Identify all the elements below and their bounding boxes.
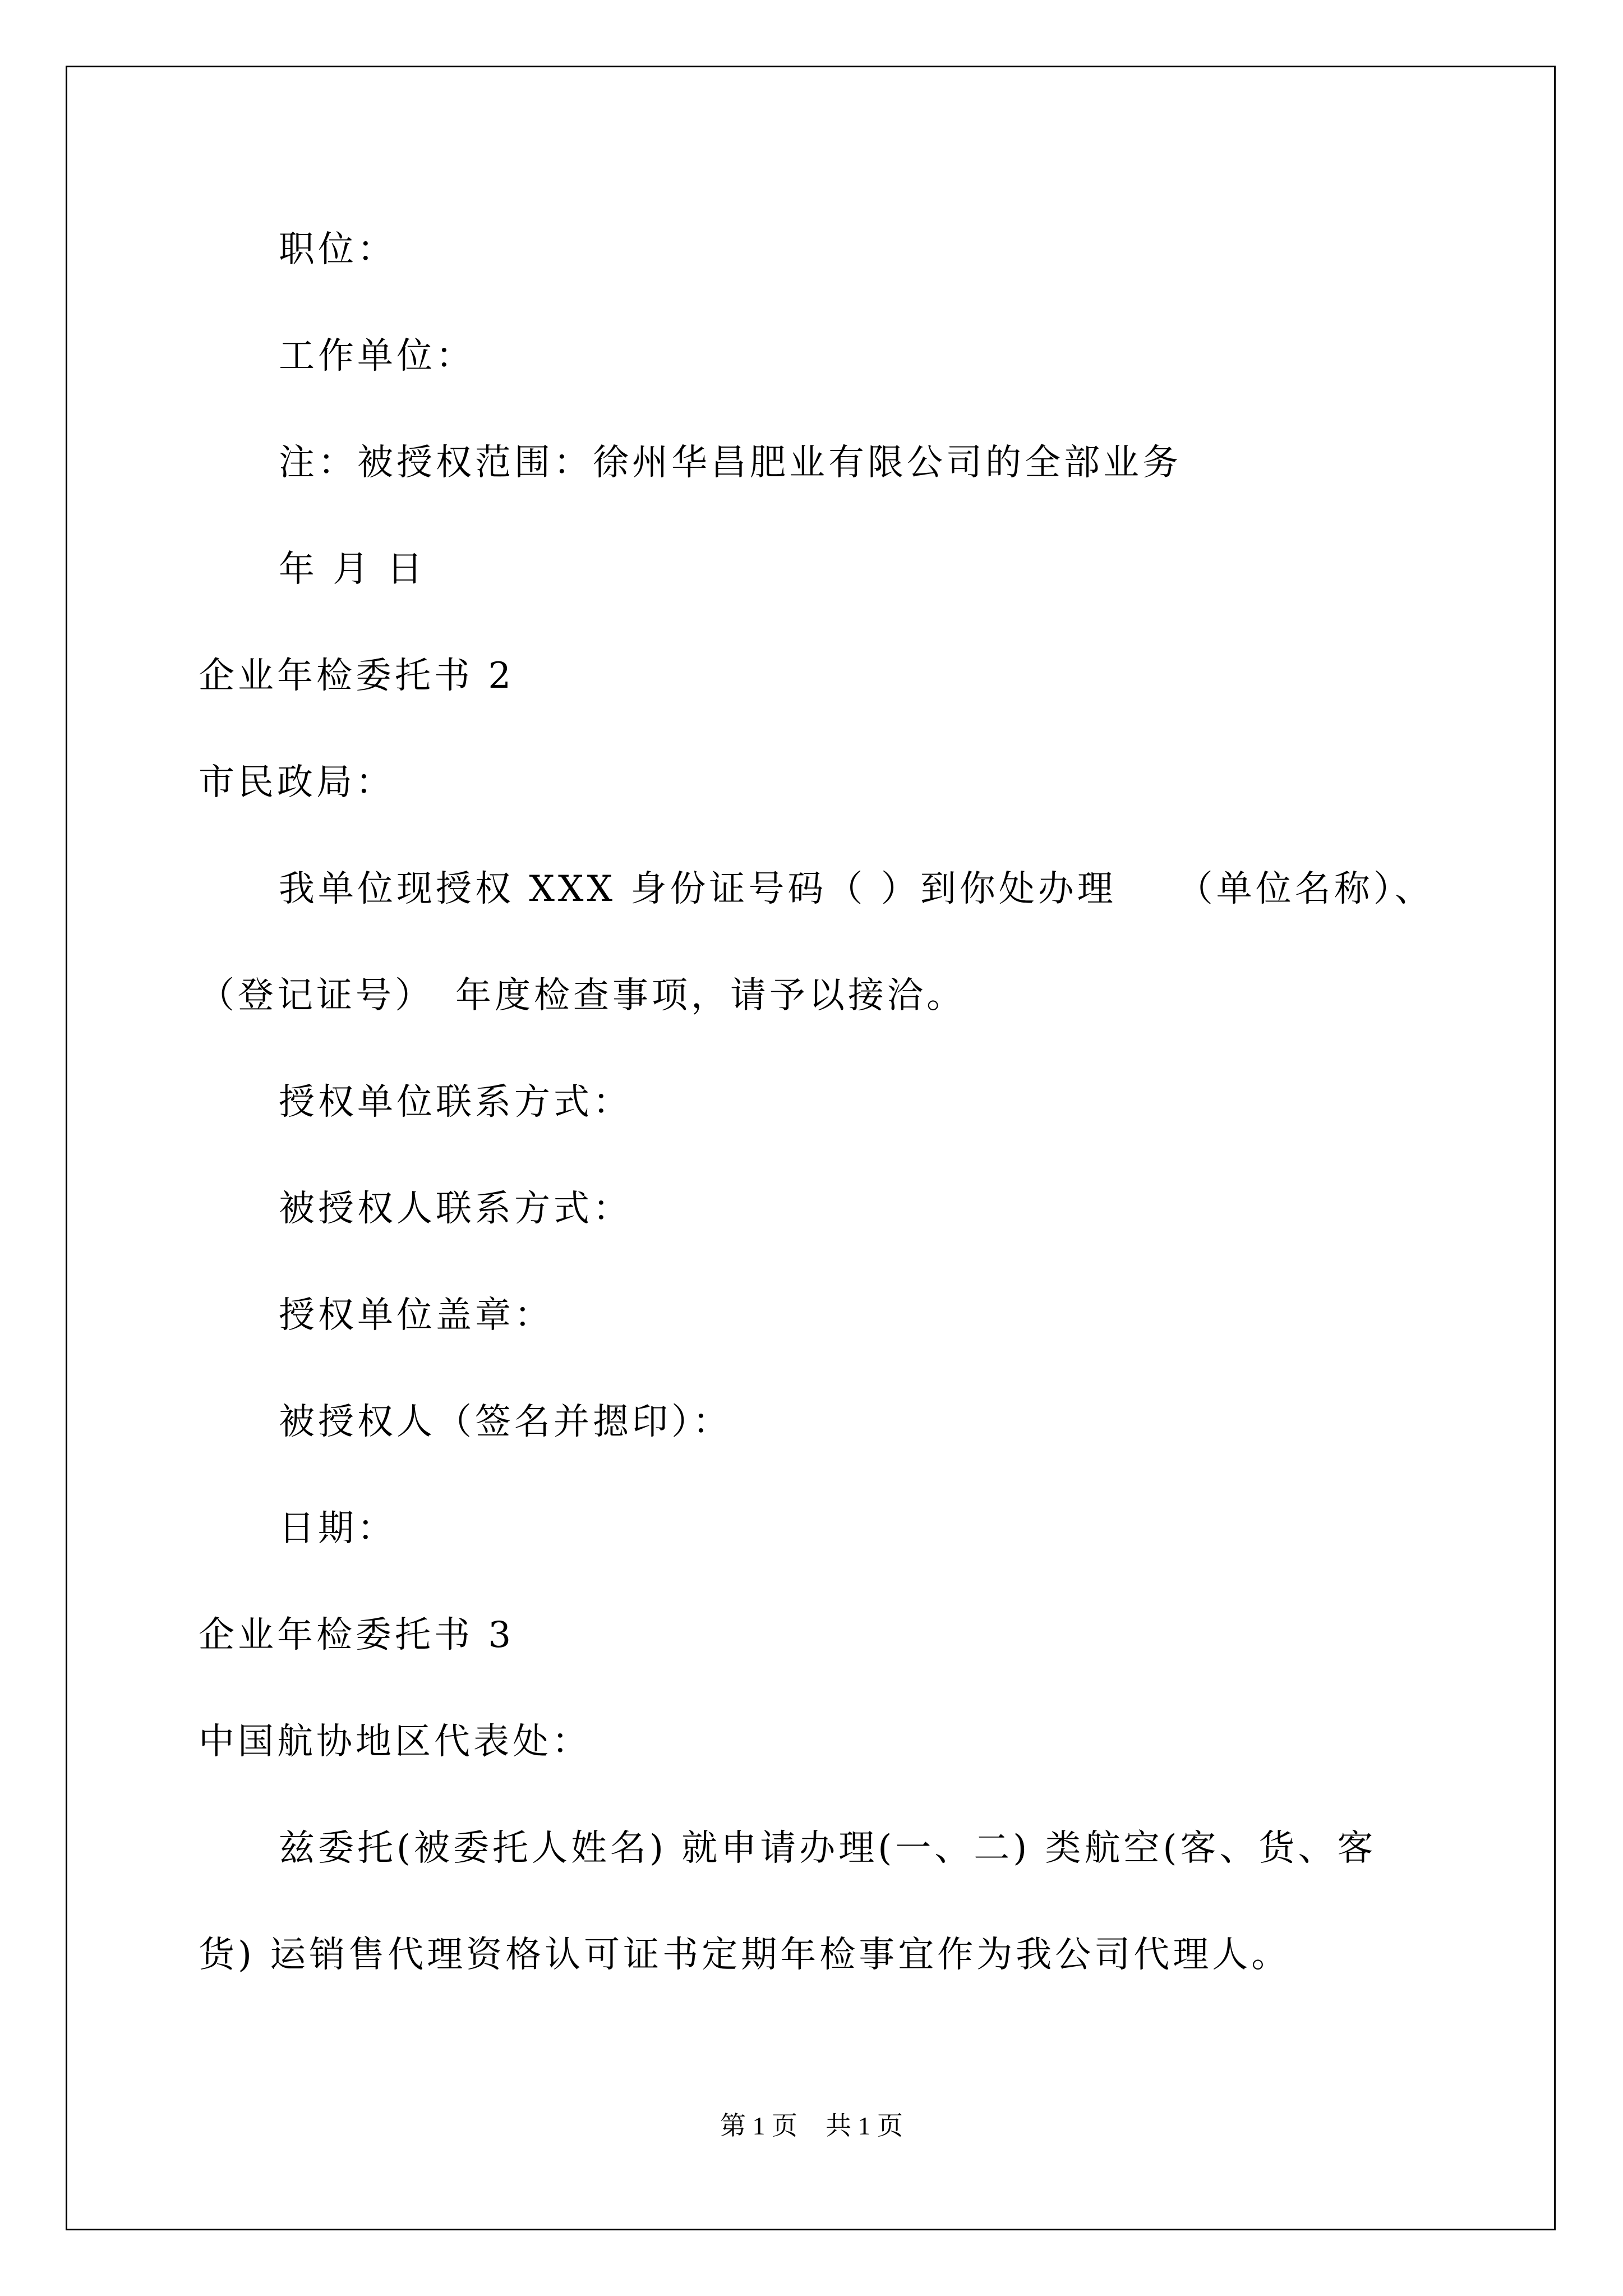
text-line-agent-signature: 被授权人（签名并摁印）： [279, 1401, 732, 1443]
text-line-entrustment-body: 兹委托(被委托人姓名) 就申请办理(一、二) 类航空(客、货、客 [279, 1828, 1377, 1869]
text-line-unit-seal: 授权单位盖章： [279, 1295, 554, 1336]
text-line-unit-contact: 授权单位联系方式： [279, 1082, 632, 1123]
text-line-agent-contact: 被授权人联系方式： [279, 1188, 632, 1230]
text-line-addressee-aviation: 中国航协地区代表处： [199, 1721, 591, 1763]
section-heading-2: 企业年检委托书 2 [199, 655, 515, 697]
text-line-authorization-body: 我单位现授权 XXX 身份证号码（ ）到你处办理 （单位名称）、 [279, 868, 1434, 910]
page-number-total: 共 1 页 [826, 2111, 903, 2140]
text-line-addressee-civil-affairs: 市民政局： [199, 762, 395, 803]
page-footer [0, 2109, 1623, 2143]
text-line-work-unit: 工作单位： [279, 335, 475, 377]
page-border [66, 66, 1556, 2230]
text-line-date: 日期： [279, 1508, 396, 1549]
text-line-authorization-scope: 注：被授权范围：徐州华昌肥业有限公司的全部业务 [279, 442, 1182, 484]
text-line-position: 职位： [279, 229, 396, 270]
text-line-authorization-continued: （登记证号） 年度检查事项，请予以接洽。 [199, 975, 966, 1016]
section-heading-3: 企业年检委托书 3 [199, 1614, 515, 1656]
text-line-date-placeholder: 年 月 日 [279, 549, 426, 590]
text-line-entrustment-continued: 货) 运销售代理资格认可证书定期年检事宜作为我公司代理人。 [199, 1934, 1291, 1976]
page-number-current: 第 1 页 [720, 2111, 797, 2140]
